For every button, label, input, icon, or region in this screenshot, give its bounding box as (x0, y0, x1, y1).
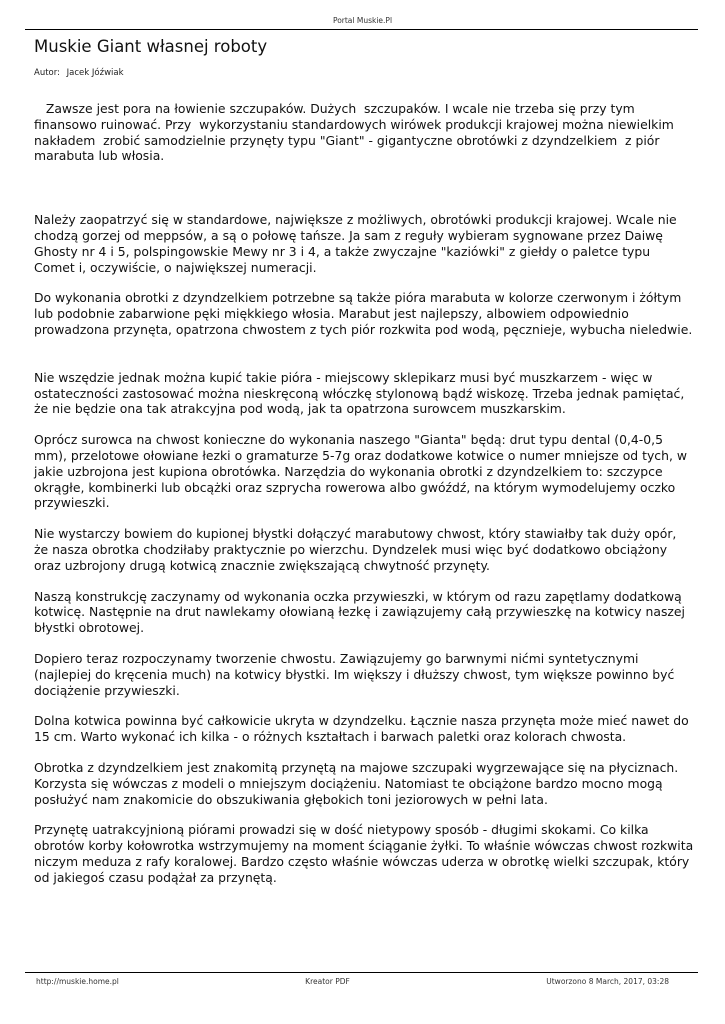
author-line (34, 68, 124, 78)
paragraph-1: Zawsze jest pora na łowienie szczupaków. Dużych szczupaków. I wcale nie trzeba się przy tym finansowo ruinować. Przy wykorzystaniu standardowych wirówek produkcji krajowej można niewielkim nakładem zrobić samodzielnie przynęty typu "Giant" - gigantyczne obrotówki z dzyndzelkiem z piór marabuta lub włosia. (34, 101, 678, 164)
author-name: Jacek Jóźwiak (66, 68, 124, 78)
paragraph-6: Nie wystarczy bowiem do kupionej błystki dołączyć marabutowy chwost, który stawiałby tak duży opór, że nasza obrotka chodziłaby praktycznie po wierzchu. Dyndzelek musi więc być dodatkowo obciążony oraz uzbrojony drugą kotwicą znacznie zwiększającą chwytność przynęty. (34, 526, 677, 573)
footer-generator: Kreator PDF (305, 977, 350, 986)
footer-created: Utworzono 8 March, 2017, 03:28 (546, 977, 669, 986)
paragraph-7: Naszą konstrukcję zaczynamy od wykonania oczka przywieszki, w którym od razu zapętlamy dodatkową kotwicę. Następnie na drut nawlekamy ołowianą łezkę i zawiązujemy całą przywieszkę na kotwicy naszej błystki obrotowej. (34, 588, 685, 636)
paragraph-9: Dolna kotwica powinna być całkowicie ukryta w dzyndzelku. Łącznie nasza przynęta może mieć nawet do 15 cm. Warto wykonać ich kilka - o różnych kształtach i barwach paletki oraz kolorach chwosta. (34, 713, 689, 745)
page-header-site: Portal Muskie.Pl (332, 16, 393, 25)
article-body (34, 101, 694, 885)
paragraph-2: Należy zaopatrzyć się w standardowe, największe z możliwych, obrotówki produkcji krajowej. Wcale nie chodzą gorzej od meppsów, a są o połowę tańsze. Ja sam z reguły wybieram sygnowane przez Daiwę Ghosty nr 4 i 5, polspingowskie Mewy nr 3 i 4, a także zwyczajne "kaziówki" z giełdy o paletce typu Comet i, oczywiście, o największej numeracji. (34, 212, 677, 275)
paragraph-4: Nie wszędzie jednak można kupić takie pióra - miejscowy sklepikarz musi być muszkarzem - więc w ostateczności zastosować można nieskręconą włóczkę stylonową bądź wiskozę. Trzeba jednak pamiętać, że nie będzie ona tak atrakcyjna pod wodą, jak ta opatrzona surowcem muszkarskim. (34, 369, 685, 417)
footer-url: http://muskie.home.pl (36, 977, 119, 986)
paragraph-3: Do wykonania obrotki z dzyndzelkiem potrzebne są także pióra marabuta w kolorze czerwonym i żółtym lub podobnie zabarwione pęki miękkiego włosia. Marabut jest najlepszy, albowiem odpowiednio prowadzona przynęta, opatrzona chwostem z tych piór rozkwita pod wodą, pęcznieje, wybucha nieledwie. (34, 290, 693, 337)
paragraph-10: Obrotka z dzyndzelkiem jest znakomitą przynętą na majowe szczupaki wygrzewające się na płyciznach. Korzysta się wówczas z modeli o mniejszym dociążeniu. Natomiast te obciążone bardzo mocno mogą posłużyć nam znakomicie do obszukiwania głębokich toni jeziorowych w pełni lata. (34, 759, 679, 807)
header-divider (25, 29, 698, 30)
author-label: Autor: (34, 68, 60, 78)
paragraph-11: Przynętę uatrakcyjnioną piórami prowadzi się w dość nietypowy sposób - długimi skokami. Co kilka obrotów korby kołowrotka wstrzymujemy na moment ściąganie żyłki. To właśnie wówczas chwost rozkwita niczym meduza z rafy koralowej. Bardzo często właśnie wówczas uderza w obrotkę wielki szczupak, który od jakiegoś czasu podążał za przynętą. (34, 822, 694, 885)
paragraph-5: Oprócz surowca na chwost konieczne do wykonania naszego "Gianta" będą: drut typu dental (0,4-0,5 mm), przelotowe ołowiane łezki o gramaturze 5-7g oraz dodatkowe kotwice o numer mniejsze od tych, w jakie uzbrojona jest kupiona obrotówka. Narzędzia do wykonania obrotki z dzyndzelkiem to: szczypce okrągłe, kombinerki lub obcążki oraz szprycha rowerowa albo gwóźdź, na którym wymodelujemy oczko przywieszki. (34, 432, 687, 511)
paragraph-8: Dopiero teraz rozpoczynamy tworzenie chwostu. Zawiązujemy go barwnymi nićmi syntetycznymi (najlepiej do kręcenia much) na kotwicy błystki. Im większy i dłuższy chwost, tym większe powinno być dociążenie przywieszki. (34, 650, 675, 698)
article-title: Muskie Giant własnej roboty (34, 37, 268, 56)
footer-divider (25, 972, 698, 973)
